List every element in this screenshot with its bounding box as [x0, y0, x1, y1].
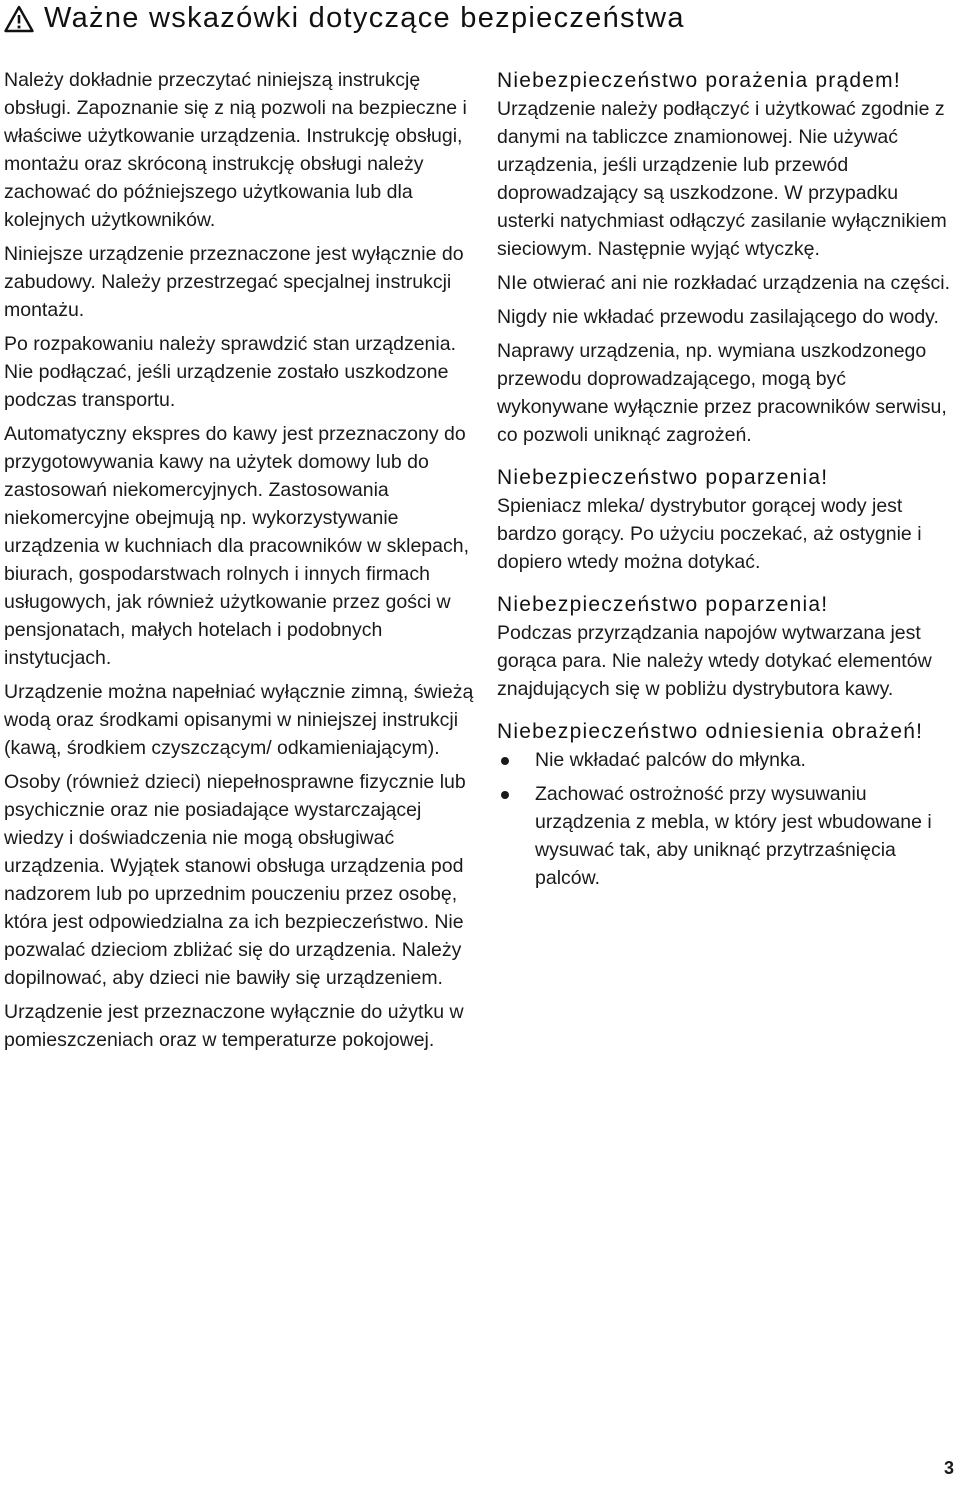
page-number: 3: [943, 1458, 954, 1478]
list-item-text: Zachować ostrożność przy wysuwaniu urządzenia z mebla, w który jest wbudowane i wysuwać tak, aby uniknąć przytrzaśnięcia palców.: [535, 783, 932, 889]
electric-paragraph: Naprawy urządzenia, np. wymiana uszkodzonego przewodu doprowadzającego, mogą być wykonywane wyłącznie przez pracowników serwisu, co pozwoli uniknąć zagrożeń.: [497, 340, 947, 446]
bullet-icon: [501, 757, 509, 765]
electric-shock-heading: Niebezpieczeństwo porażenia prądem!: [497, 69, 901, 92]
indoor-use-paragraph: Urządzenie jest przeznaczone wyłącznie do użytku w pomieszczeniach oraz w temperaturze pokojowej.: [4, 1001, 464, 1051]
list-item-text: Nie wkładać palców do młynka.: [535, 749, 806, 771]
electric-paragraph: Urządzenie należy podłączyć i użytkować zgodnie z danymi na tabliczce znamionowej. Nie używać urządzenia, jeśli urządzenie lub przewód doprowadzający są uszkodzone. W przypadku usterki natychmiast odłączyć zasilanie wyłącznikiem sieciowym. Następnie wyjąć wtyczkę.: [497, 98, 947, 260]
page-header: [4, 2, 685, 35]
page-title: Ważne wskazówki dotyczące bezpieczeństwa: [44, 2, 685, 34]
electric-paragraph: NIe otwierać ani nie rozkładać urządzenia na części.: [497, 272, 951, 294]
burn-heading: Niebezpieczeństwo poparzenia!: [497, 593, 829, 616]
list-item: [497, 746, 957, 774]
burn-paragraph: Podczas przyrządzania napojów wytwarzana jest gorąca para. Nie należy wtedy dotykać elementów znajdujących się w pobliżu dystrybutora kawy.: [497, 622, 932, 700]
left-column: [4, 66, 474, 1060]
electric-paragraph: Nigdy nie wkładać przewodu zasilającego do wody.: [497, 306, 939, 328]
warning-triangle-icon: [4, 5, 34, 33]
intended-use-paragraph: Automatyczny ekspres do kawy jest przeznaczony do przygotowywania kawy na użytek domowy lub do zastosowań niekomercyjnych. Zastosowania niekomercyjne obejmują np. wykorzystywanie urządzenia w kuchniach dla pracowników w sklepach, biurach, gospodarstwach rolnych i innych firmach usługowych, jak również użytkowanie przez gości w pensjonatach, małych hotelach i podobnych instytucjach.: [4, 423, 469, 669]
bullet-icon: [501, 791, 509, 799]
injury-heading: Niebezpieczeństwo odniesienia obrażeń!: [497, 720, 924, 743]
unpacking-paragraph: Po rozpakowaniu należy sprawdzić stan urządzenia. Nie podłączać, jeśli urządzenie zostało uszkodzone podczas transportu.: [4, 333, 456, 411]
injury-list: [497, 746, 957, 892]
intro-paragraph: Należy dokładnie przeczytać niniejszą instrukcję obsługi. Zapoznanie się z nią pozwoli na bezpieczne i właściwe użytkowanie urządzenia. Instrukcję obsługi, montażu oraz skróconą instrukcję obsługi należy zachować do późniejszego użytkowania lub dla kolejnych użytkowników.: [4, 69, 467, 231]
list-item: [497, 780, 957, 892]
right-column: [497, 66, 957, 898]
burn-paragraph: Spieniacz mleka/ dystrybutor gorącej wody jest bardzo gorący. Po użyciu poczekać, aż ostygnie i dopiero wtedy można dotykać.: [497, 495, 922, 573]
persons-paragraph: Osoby (również dzieci) niepełnosprawne fizycznie lub psychicznie oraz nie posiadające wystarczającej wiedzy i doświadczenia nie mogą obsługiwać urządzenia. Wyjątek stanowi obsługa urządzenia pod nadzorem lub po uprzednim pouczeniu przez osobę, która jest odpowiedzialna za ich bezpieczeństwo. Nie pozwalać dzieciom zbliżać się do urządzenia. Należy dopilnować, aby dzieci nie bawiły się urządzeniem.: [4, 771, 466, 989]
burn-heading: Niebezpieczeństwo poparzenia!: [497, 466, 829, 489]
filling-paragraph: Urządzenie można napełniać wyłącznie zimną, świeżą wodą oraz środkami opisanymi w niniejszej instrukcji (kawą, środkiem czyszczącym/ odkamieniającym).: [4, 681, 474, 759]
installation-paragraph: Niniejsze urządzenie przeznaczone jest wyłącznie do zabudowy. Należy przestrzegać specjalnej instrukcji montażu.: [4, 243, 464, 321]
